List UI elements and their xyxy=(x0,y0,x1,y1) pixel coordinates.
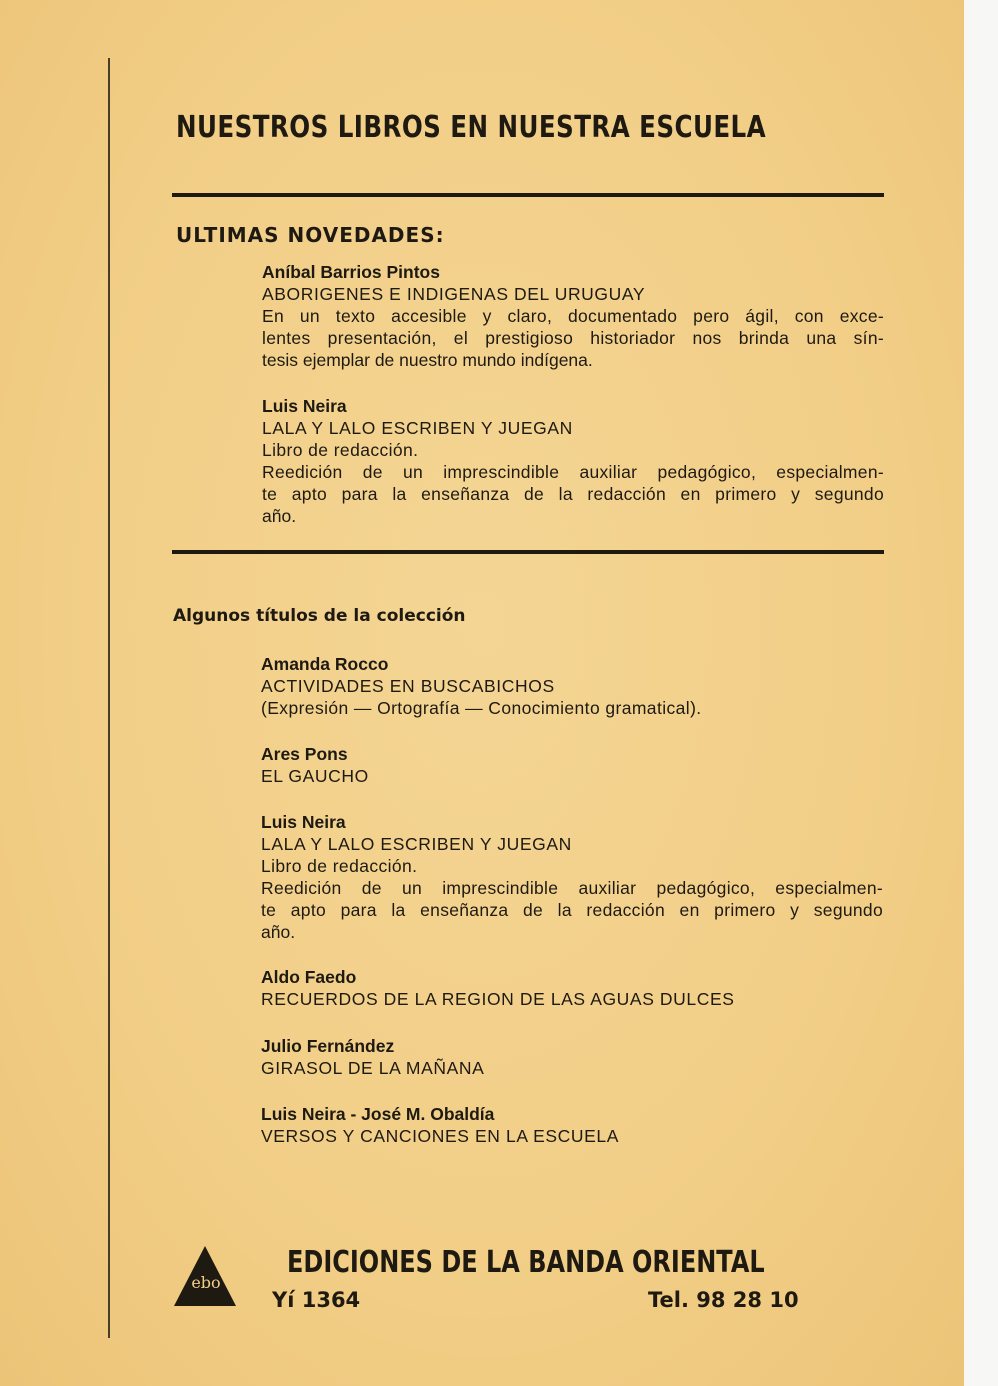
book-title: ACTIVIDADES EN BUSCABICHOS xyxy=(261,676,555,696)
book-entry xyxy=(261,811,891,943)
publisher-address: Yí 1364 xyxy=(272,1288,361,1312)
book-description-line: tesis ejemplar de nuestro mundo indígena. xyxy=(262,350,593,370)
book-description-line: Libro de redacción. xyxy=(261,856,418,876)
book-title: VERSOS Y CANCIONES EN LA ESCUELA xyxy=(261,1126,619,1146)
book-author: Luis Neira - José M. Obaldía xyxy=(261,1104,495,1124)
book-entry xyxy=(261,653,891,719)
book-description-line: (Expresión — Ortografía — Conocimiento gramatical). xyxy=(261,698,702,718)
book-entry xyxy=(261,966,891,1010)
publisher-phone: Tel. 98 28 10 xyxy=(648,1288,799,1312)
book-description-line: lentes presentación, el prestigioso historiador nos brinda una sín- xyxy=(262,328,884,348)
logo-lettering: ebo xyxy=(191,1273,221,1292)
book-title: RECUERDOS DE LA REGION DE LAS AGUAS DULCES xyxy=(261,989,735,1009)
book-entry xyxy=(261,1035,891,1079)
section-heading-coleccion: Algunos títulos de la colección xyxy=(173,606,466,626)
book-description-line: Libro de redacción. xyxy=(262,440,419,460)
book-author: Amanda Rocco xyxy=(261,654,389,674)
page-title: NUESTROS LIBROS EN NUESTRA ESCUELA xyxy=(176,110,767,145)
margin-rule xyxy=(108,58,110,1338)
book-author: Ares Pons xyxy=(261,744,348,764)
book-author: Luis Neira xyxy=(262,396,347,416)
section-heading-novedades: ULTIMAS NOVEDADES: xyxy=(176,223,445,247)
book-title: EL GAUCHO xyxy=(261,766,369,786)
book-description-line: año. xyxy=(261,922,296,942)
book-title: ABORIGENES E INDIGENAS DEL URUGUAY xyxy=(262,284,646,304)
book-entry xyxy=(262,395,892,527)
book-title: LALA Y LALO ESCRIBEN Y JUEGAN xyxy=(262,418,573,438)
book-entry xyxy=(261,743,891,787)
book-description-line: año. xyxy=(262,506,297,526)
book-description-line: te apto para la enseñanza de la redacción en primero y segundo xyxy=(262,484,884,504)
book-title: GIRASOL DE LA MAÑANA xyxy=(261,1058,485,1078)
publisher-logo-icon xyxy=(172,1244,238,1310)
divider-middle xyxy=(172,550,884,554)
publisher-name: EDICIONES DE LA BANDA ORIENTAL xyxy=(287,1245,765,1280)
book-author: Julio Fernández xyxy=(261,1036,395,1056)
book-description-line: Reedición de un imprescindible auxiliar pedagógico, especialmen- xyxy=(262,462,884,482)
book-entry xyxy=(261,1103,891,1147)
book-title: LALA Y LALO ESCRIBEN Y JUEGAN xyxy=(261,834,572,854)
book-description-line: Reedición de un imprescindible auxiliar pedagógico, especialmen- xyxy=(261,878,883,898)
book-author: Luis Neira xyxy=(261,812,346,832)
book-entry xyxy=(262,261,892,371)
book-description-line: En un texto accesible y claro, documentado pero ágil, con exce- xyxy=(262,306,884,326)
divider-top xyxy=(172,193,884,197)
book-author: Aldo Faedo xyxy=(261,967,357,987)
book-author: Aníbal Barrios Pintos xyxy=(262,262,440,282)
book-description-line: te apto para la enseñanza de la redacción en primero y segundo xyxy=(261,900,883,920)
